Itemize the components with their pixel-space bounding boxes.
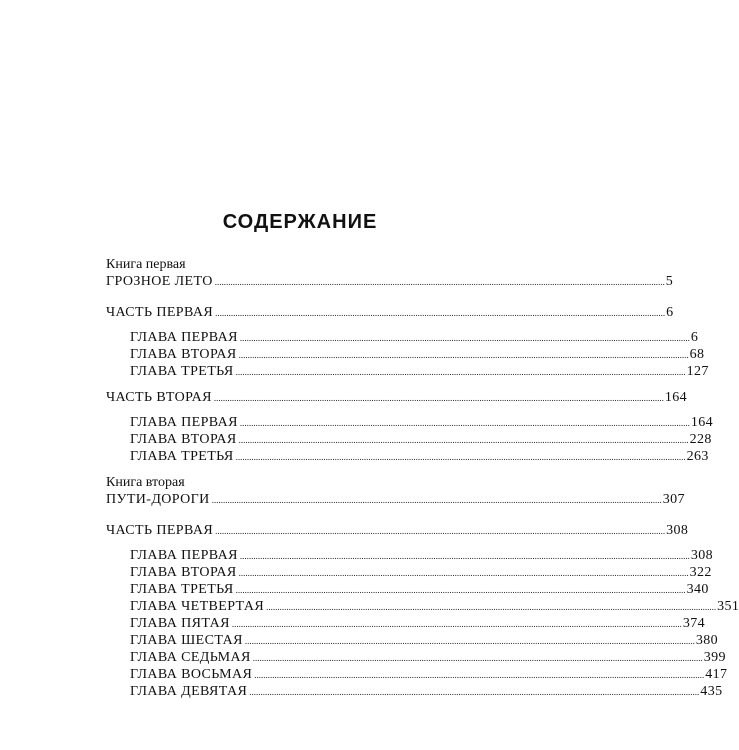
toc-entry-book-title [106,273,674,290]
dot-leader: ........................................................................................................................................................................................................ [249,687,700,697]
dot-leader: ........................................................................................................................................................................................................ [238,350,689,360]
table-of-contents [106,256,739,700]
toc-entry-chapter [106,329,699,346]
entry-label: ГЛАВА ТРЕТЬЯ [130,582,234,597]
page-number: 6 [690,330,699,345]
entry-label: ПУТИ-ДОРОГИ [106,492,210,507]
dot-leader: ........................................................................................................................................................................................................ [238,568,689,578]
page-number: 374 [682,616,706,631]
entry-label: ЧАСТЬ ВТОРАЯ [106,390,212,405]
entry-label: ГЛАВА СЕДЬМАЯ [130,650,251,665]
entry-label: ГЛАВА ВТОРАЯ [130,432,237,447]
toc-entry-chapter [106,346,705,363]
entry-label: ГРОЗНОЕ ЛЕТО [106,274,213,289]
dot-leader: ........................................................................................................................................................................................................ [266,602,717,612]
page-number: 435 [700,684,723,699]
page-number: 6 [666,305,674,320]
dot-leader: ........................................................................................................................................................................................................ [239,333,690,343]
page-number: 164 [690,415,714,430]
dot-leader: ........................................................................................................................................................................................................ [252,653,703,663]
toc-entry-chapter [106,683,723,700]
dot-leader: ........................................................................................................................................................................................................ [215,526,666,536]
toc-entry-chapter [106,448,709,465]
page-number: 399 [703,650,726,665]
toc-entry-chapter [106,547,714,564]
toc-entry-chapter [106,615,706,632]
entry-label: ГЛАВА ВТОРАЯ [130,565,237,580]
dot-leader: ........................................................................................................................................................................................................ [239,551,690,561]
toc-entry-chapter [106,649,726,666]
dot-leader: ........................................................................................................................................................................................................ [235,585,686,595]
page-title: СОДЕРЖАНИЕ [222,211,378,233]
toc-entry-chapter [106,581,709,598]
entry-label: ГЛАВА ПЕРВАЯ [130,548,238,563]
dot-leader: ........................................................................................................................................................................................................ [215,308,666,318]
toc-entry-chapter [106,666,728,683]
entry-label: ЧАСТЬ ПЕРВАЯ [106,523,214,538]
page-number: 351 [717,599,739,614]
dot-leader: ........................................................................................................................................................................................................ [213,393,664,403]
entry-label: ГЛАВА ПЕРВАЯ [130,330,238,345]
toc-entry-chapter [106,598,739,615]
dot-leader: ........................................................................................................................................................................................................ [239,418,690,428]
entry-label: ГЛАВА ВТОРАЯ [130,347,237,362]
entry-label: ГЛАВА ПЕРВАЯ [130,415,238,430]
page-number: 417 [705,667,728,682]
entry-label: ГЛАВА ДЕВЯТАЯ [130,684,248,699]
dot-leader: ........................................................................................................................................................................................................ [235,367,686,377]
dot-leader: ........................................................................................................................................................................................................ [211,495,662,505]
dot-leader: ........................................................................................................................................................................................................ [254,670,705,680]
entry-label: ГЛАВА ВОСЬМАЯ [130,667,253,682]
toc-entry-part [106,389,688,406]
page-number: 127 [686,364,709,379]
page-number: 164 [664,390,688,405]
dot-leader: ........................................................................................................................................................................................................ [235,452,686,462]
book-label: Книга первая [106,257,186,272]
toc-entry-chapter [106,564,712,581]
dot-leader: ........................................................................................................................................................................................................ [231,619,682,629]
toc-entry-chapter [106,431,712,448]
toc-entry-chapter [106,414,714,431]
entry-label: ГЛАВА ЧЕТВЕРТАЯ [130,599,265,614]
toc-entry-book-title [106,491,685,508]
dot-leader: ........................................................................................................................................................................................................ [214,277,665,287]
toc-entry-chapter [106,632,719,649]
book-label: Книга вторая [106,475,185,490]
toc-entry-part [106,304,674,321]
entry-label: ЧАСТЬ ПЕРВАЯ [106,305,214,320]
entry-label: ГЛАВА ТРЕТЬЯ [130,449,234,464]
page-number: 340 [686,582,709,597]
page-number: 307 [662,492,685,507]
toc-entry-chapter [106,363,709,380]
toc-entry-part [106,522,689,539]
page-number: 308 [690,548,714,563]
page-number: 68 [689,347,705,362]
page-number: 380 [695,633,719,648]
entry-label: ГЛАВА ШЕСТАЯ [130,633,243,648]
dot-leader: ........................................................................................................................................................................................................ [244,636,695,646]
dot-leader: ........................................................................................................................................................................................................ [238,435,689,445]
page-number: 322 [689,565,712,580]
page-number: 308 [666,523,689,538]
entry-label: ГЛАВА ПЯТАЯ [130,616,230,631]
page-number: 5 [665,274,674,289]
page-number: 228 [689,432,712,447]
entry-label: ГЛАВА ТРЕТЬЯ [130,364,234,379]
page-number: 263 [686,449,709,464]
